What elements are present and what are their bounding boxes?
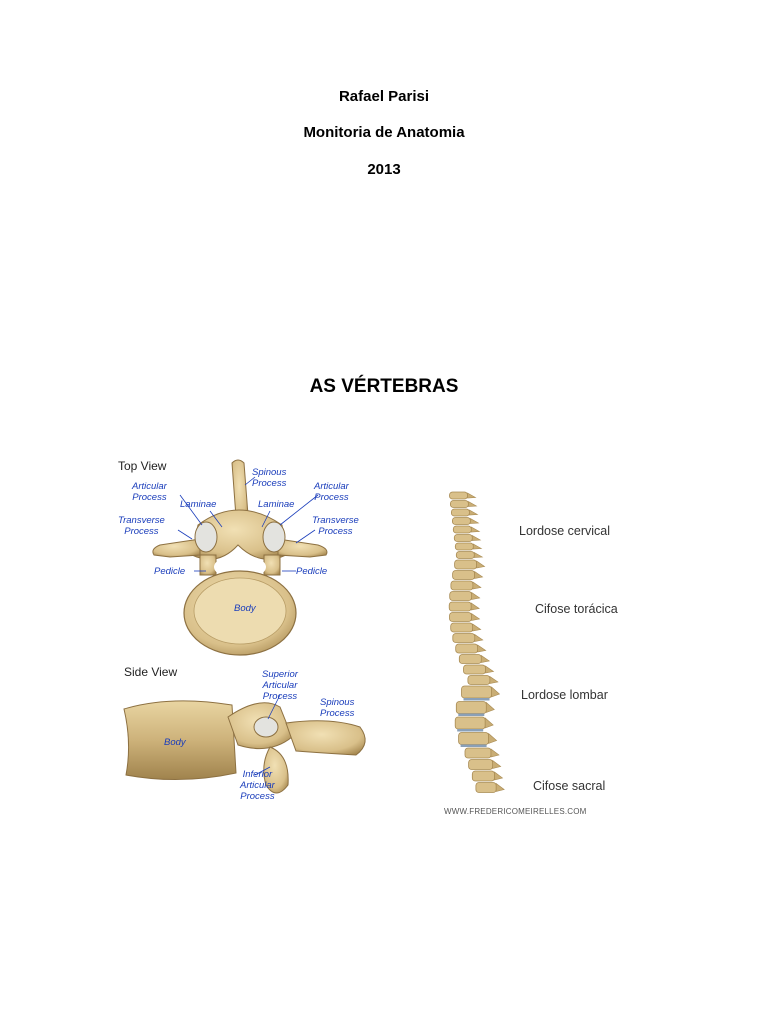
vertebra-segment: [451, 581, 473, 590]
spinous-process-segment: [478, 645, 486, 652]
label-spinous-process-side: Spinous Process: [320, 697, 355, 719]
spinous-process-segment: [486, 703, 494, 713]
document-year: 2013: [367, 161, 401, 178]
spinous-process-segment: [489, 734, 497, 744]
spine-figure: [420, 488, 650, 823]
spinous-process-segment: [470, 519, 478, 524]
vertebra-segment: [453, 526, 471, 533]
label-transverse-process-left: Transverse Process: [118, 515, 165, 537]
intervertebral-disc: [457, 729, 483, 732]
vertebra-segment: [451, 509, 469, 516]
spinous-process-segment: [474, 553, 482, 558]
spinous-process-segment: [471, 603, 479, 610]
spinous-process-segment: [473, 544, 481, 549]
vertebra-segment: [464, 665, 486, 674]
spine-watermark: WWW.FREDERICOMEIRELLES.COM: [444, 807, 587, 816]
vertebra-segment: [450, 592, 472, 601]
label-pedicle-left: Pedicle: [154, 566, 186, 577]
spinous-process-segment: [469, 510, 477, 515]
label-laminae-left: Laminae: [180, 499, 217, 510]
vertebra-figure: [110, 455, 380, 815]
label-transverse-process-right: Transverse Process: [312, 515, 359, 537]
label-inferior-articular-process: Inferior Articular Process: [240, 769, 275, 802]
spinous-process-segment: [485, 718, 493, 728]
vertebra-segment: [453, 571, 475, 580]
spinous-process-segment: [468, 493, 476, 498]
vertebra-segment: [451, 623, 473, 632]
vertebra-segment: [456, 552, 474, 559]
spinous-process-segment: [475, 572, 483, 579]
vertebra-segment: [465, 748, 491, 758]
label-lordose-cervical: Lordose cervical: [519, 524, 611, 538]
spinous-process-segment: [496, 784, 504, 792]
spinous-process-segment: [493, 761, 501, 769]
spine-illustration: [420, 488, 650, 823]
label-cifose-toracica: Cifose torácica: [535, 602, 618, 616]
page-title: AS VÉRTEBRAS: [309, 376, 459, 397]
spinous-process-segment: [472, 593, 480, 600]
label-pedicle-right: Pedicle: [296, 566, 328, 577]
label-body-side: Body: [164, 737, 186, 748]
vertebra-segment: [455, 560, 477, 569]
vertebra-illustration: [110, 455, 380, 815]
label-body-top: Body: [234, 603, 256, 614]
vertebra-segment: [453, 634, 475, 643]
label-cifose-sacral: Cifose sacral: [533, 779, 606, 793]
vertebra-segment: [476, 783, 496, 793]
vertebra-segment: [459, 655, 481, 664]
vertebra-segment: [449, 602, 471, 611]
spinous-process-segment: [491, 749, 499, 757]
label-articular-process-right: Articular Process: [314, 481, 349, 503]
vertebra-segment: [452, 518, 470, 525]
spinous-process-segment: [472, 614, 480, 621]
vertebra-segment: [459, 733, 489, 745]
vertebra-segment: [455, 543, 473, 550]
top-view-heading: Top View: [118, 459, 167, 473]
intervertebral-disc: [461, 745, 487, 748]
vertebra-segment: [454, 535, 472, 542]
label-spinous-process-top: Spinous Process: [252, 467, 287, 489]
spinous-process-segment: [490, 677, 498, 684]
intervertebral-disc: [458, 714, 484, 717]
vertebra-segment: [469, 760, 493, 770]
spinous-process-segment: [473, 624, 481, 631]
spinous-process-segment: [495, 772, 503, 780]
vertebra-segment: [455, 717, 485, 729]
vertebra-segment: [456, 702, 486, 714]
spinous-process-segment: [468, 502, 476, 507]
spinous-process-segment: [475, 635, 483, 642]
spinous-process-segment: [471, 527, 479, 532]
document-subtitle: Monitoria de Anatomia: [303, 124, 465, 141]
spinous-process-segment: [477, 561, 485, 568]
author-name: Rafael Parisi: [338, 88, 430, 105]
vertebra-segment: [468, 676, 490, 685]
vertebra-segment: [472, 771, 494, 781]
spinous-process-segment: [492, 687, 500, 697]
vertebra-segment: [456, 644, 478, 653]
spinous-process-segment: [481, 656, 489, 663]
label-superior-articular-process: Superior Articular Process: [262, 669, 298, 702]
label-lordose-lombar: Lordose lombar: [521, 688, 608, 702]
vertebra-segment: [462, 686, 492, 698]
spinous-process-segment: [472, 536, 480, 541]
spinous-process-segment: [473, 582, 481, 589]
vertebra-segment: [450, 613, 472, 622]
side-view-heading: Side View: [124, 665, 178, 679]
vertebra-segment: [450, 501, 468, 508]
spinous-process-segment: [486, 666, 494, 673]
intervertebral-disc: [464, 698, 490, 701]
label-laminae-right: Laminae: [258, 499, 295, 510]
label-articular-process-left: Articular Process: [132, 481, 167, 503]
vertebra-segment: [450, 492, 468, 499]
